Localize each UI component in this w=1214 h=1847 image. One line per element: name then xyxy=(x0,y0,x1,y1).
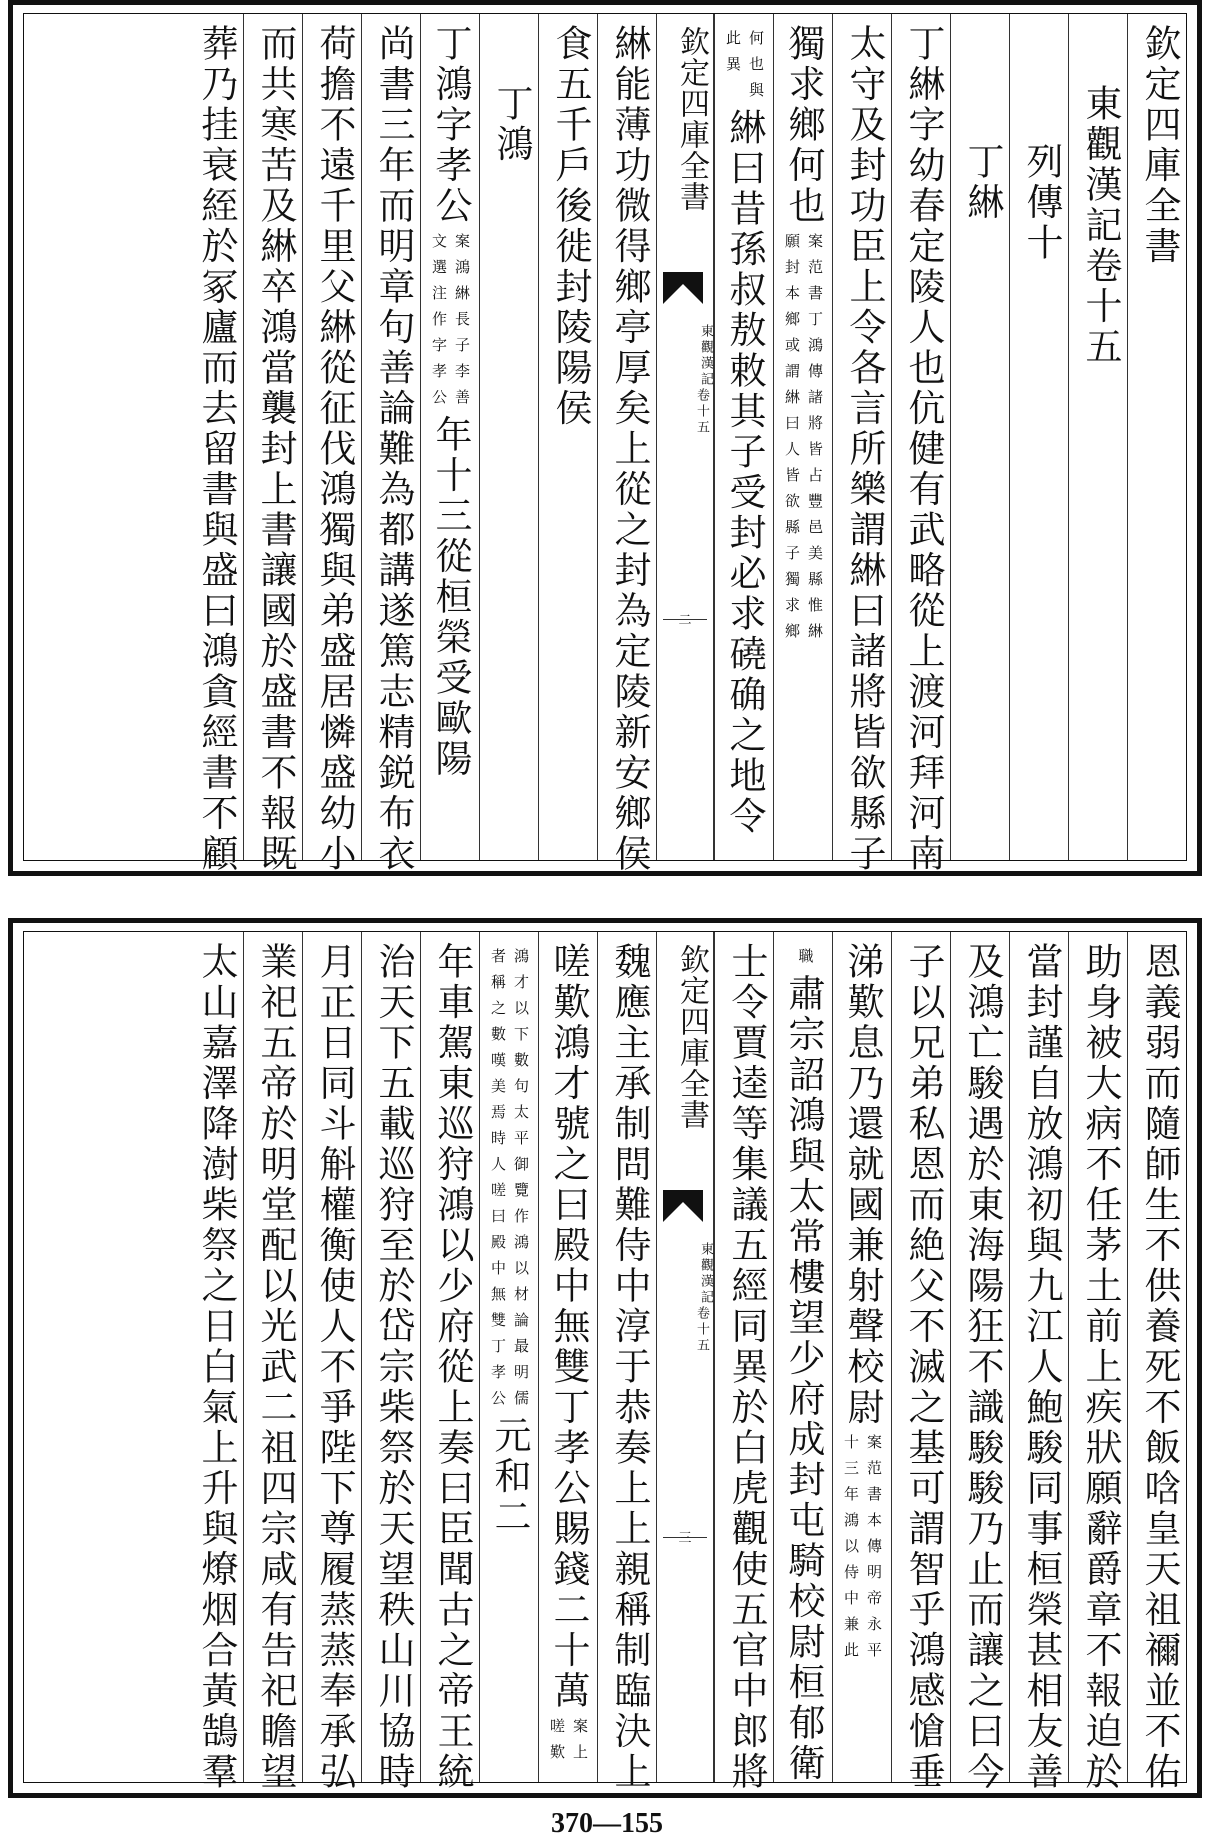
fold-title: 欽定四庫全書 xyxy=(674,26,709,212)
text-column xyxy=(420,14,479,860)
interlinear-note xyxy=(488,948,530,1416)
note-line: 案范書丁鴻傳諸將皆占豐邑美縣惟綝 xyxy=(806,232,824,649)
text-column xyxy=(243,932,302,1793)
text-column xyxy=(184,14,243,875)
text-column xyxy=(597,14,656,875)
fishtail-mark-icon xyxy=(663,272,703,312)
note-line: 案鴻綝長子李善 xyxy=(453,232,471,415)
text-column xyxy=(597,932,656,1793)
top-page xyxy=(8,0,1202,876)
column-with-note xyxy=(715,24,773,837)
interlinear-note xyxy=(792,948,815,974)
column-text: 嗟歎鴻才號之曰殿中無雙丁孝公賜錢二十萬 xyxy=(547,942,590,1712)
interlinear-note xyxy=(723,30,765,108)
column-text: 欽定四庫全書 xyxy=(1138,24,1181,267)
text-column xyxy=(950,932,1009,1793)
text-column xyxy=(714,932,773,1793)
column-text: 年車駕東巡狩鴻以少府從上奏曰臣聞古之帝王統 xyxy=(431,942,474,1793)
column-text: 月正日同斗斛權衡使人不爭陛下尊履蒸蒸奉承弘 xyxy=(313,942,356,1793)
column-text: 列傳十 xyxy=(1020,142,1063,264)
column-with-note xyxy=(480,942,538,1538)
text-column xyxy=(1127,14,1186,860)
text-column xyxy=(950,14,1009,860)
text-column xyxy=(832,14,891,875)
text-column xyxy=(1127,932,1186,1793)
note-line: 職 xyxy=(796,948,815,974)
text-column xyxy=(479,14,538,860)
text-column xyxy=(361,14,420,875)
column-text: 肅宗詔鴻與太常樓望少府成封屯騎校尉桓郁衛 xyxy=(782,974,825,1784)
column-text: 太守及封功臣上令各言所樂謂綝曰諸將皆欲縣子 xyxy=(843,24,886,875)
note-line: 嗟歎 xyxy=(548,1717,566,1770)
text-column xyxy=(832,932,891,1782)
fold-volume: 卷十五 xyxy=(694,388,709,436)
column-text: 助身被大病不任茅土前上疾狀願辭爵章不報迫於 xyxy=(1079,942,1122,1793)
fold-label xyxy=(657,324,713,436)
text-column xyxy=(479,932,538,1782)
fold-book-title: 東觀漢記 xyxy=(698,324,713,388)
bottom-page-frame xyxy=(23,931,1187,1793)
interlinear-note xyxy=(782,233,824,649)
text-column xyxy=(420,932,479,1793)
center-fold xyxy=(656,14,714,860)
column-text: 葬乃挂衰絰於冢廬而去留書與盛曰鴻貪經書不顧 xyxy=(195,24,238,875)
text-column xyxy=(1068,932,1127,1793)
column-text: 業祀五帝於明堂配以光武二祖四宗咸有告祀瞻望 xyxy=(254,942,297,1793)
interlinear-note xyxy=(429,233,471,415)
column-text: 丁鴻 xyxy=(490,84,533,165)
column-text: 獨求鄉何也 xyxy=(782,24,825,227)
bottom-page xyxy=(8,918,1202,1798)
column-text: 士令賈逵等集議五經同異於白虎觀使五官中郎將 xyxy=(725,942,768,1793)
column-text: 丁鴻字孝公 xyxy=(429,24,472,227)
column-text: 當封謹自放鴻初與九江人鮑駿同事桓榮甚相友善 xyxy=(1020,942,1063,1793)
column-text: 丁綝字幼春定陵人也伉健有武略從上渡河拜河南 xyxy=(902,24,945,875)
note-line: 十三年鴻以侍中兼此 xyxy=(842,1434,860,1668)
fold-book-title: 東觀漢記 xyxy=(698,1242,713,1306)
column-with-note xyxy=(539,942,597,1770)
column-text: 年十三從桓榮受歐陽 xyxy=(429,414,472,779)
column-text: 食五千戶後徙封陵陽侯 xyxy=(549,24,592,429)
fold-label xyxy=(657,1242,713,1354)
center-fold xyxy=(656,932,714,1782)
note-line: 者稱之數嘆美焉時人嗟曰殿中無雙丁孝公 xyxy=(489,948,507,1416)
text-column xyxy=(184,932,243,1793)
note-line: 案上 xyxy=(571,1717,589,1770)
text-column xyxy=(538,14,597,860)
note-line: 案范書本傳明帝永平 xyxy=(865,1434,883,1668)
top-page-frame xyxy=(23,13,1187,875)
column-text: 恩義弱而隨師生不供養死不飯唅皇天祖禰並不佑 xyxy=(1138,942,1181,1793)
column-with-note xyxy=(833,942,891,1668)
page-number: 370—155 xyxy=(551,1808,663,1839)
note-line: 文選注作字孝公 xyxy=(430,232,448,415)
column-text: 魏應主承制問難侍中淳于恭奏上上親稱制臨決上 xyxy=(608,942,651,1793)
text-column xyxy=(891,14,950,875)
text-column xyxy=(538,932,597,1782)
text-column xyxy=(1009,14,1068,860)
interlinear-note xyxy=(547,1718,589,1770)
text-column xyxy=(773,932,832,1782)
text-column xyxy=(891,932,950,1793)
column-text: 涕歎息乃還就國兼射聲校尉 xyxy=(841,942,884,1428)
note-line: 鴻才以下數句太平御覽作鴻以材論最明儒 xyxy=(512,948,530,1416)
interlinear-note xyxy=(841,1434,883,1668)
text-column xyxy=(302,932,361,1793)
fold-page-number: 三 xyxy=(678,1531,692,1546)
text-column xyxy=(302,14,361,875)
column-text: 綝能薄功微得鄉亭厚矣上從之封為定陵新安鄉侯 xyxy=(608,24,651,875)
column-text: 丁綝 xyxy=(961,142,1004,223)
fishtail-mark-icon xyxy=(663,1190,703,1230)
fold-volume: 卷十五 xyxy=(694,1306,709,1354)
column-text: 治天下五載巡狩至於岱宗柴祭於天望秩山川協時 xyxy=(372,942,415,1793)
column-with-note xyxy=(774,942,832,1784)
fold-title: 欽定四庫全書 xyxy=(674,944,709,1130)
column-text: 及鴻亡駿遇於東海陽狂不識駿駿乃止而讓之曰今 xyxy=(961,942,1004,1793)
text-column xyxy=(243,14,302,875)
column-with-note xyxy=(774,24,832,649)
column-with-note xyxy=(421,24,479,779)
note-line: 此異 xyxy=(724,30,742,82)
column-text: 東觀漢記卷十五 xyxy=(1079,84,1122,368)
top-columns xyxy=(24,14,1186,875)
column-text: 元和二 xyxy=(488,1416,531,1538)
text-column xyxy=(1068,14,1127,860)
column-text: 荷擔不遠千里父綝從征伐鴻獨與弟盛居憐盛幼小 xyxy=(313,24,356,875)
column-text: 太山嘉澤降澍柴祭之日白氣上升與燎烟合黃鵠羣 xyxy=(195,942,238,1793)
text-column xyxy=(714,14,773,860)
text-column xyxy=(773,14,832,860)
bottom-columns xyxy=(24,932,1186,1793)
note-line: 願封本鄉或謂綝曰人皆欲縣子獨求鄉 xyxy=(783,232,801,649)
column-text: 尚書三年而明章句善論難為都講遂篤志精鋭布衣 xyxy=(372,24,415,875)
column-text: 子以兄弟私恩而絶父不滅之基可謂智乎鴻感愴垂 xyxy=(902,942,945,1793)
column-text: 綝曰昔孫叔敖敕其子受封必求磽确之地令 xyxy=(723,108,766,837)
text-column xyxy=(1009,932,1068,1793)
fold-page-number: 二 xyxy=(678,613,692,628)
note-line: 何也與 xyxy=(747,30,765,108)
column-text: 而共寒苦及綝卒鴻當襲封上書讓國於盛書不報既 xyxy=(254,24,297,875)
text-column xyxy=(361,932,420,1793)
